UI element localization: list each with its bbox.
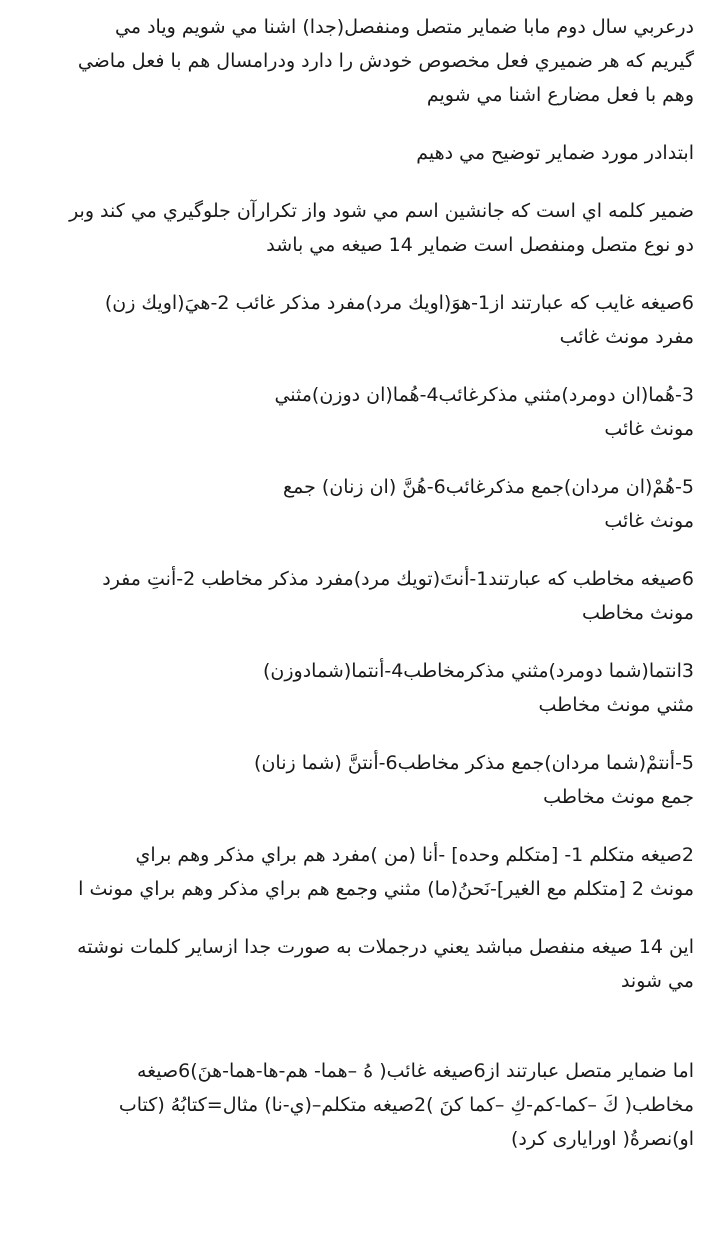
text-line: 6صيغه مخاطب كه عبارتند1-أنتَ(تويك مرد)مفرد مذكر مخاطب 2-أنتِ مفرد [102,568,694,590]
paragraph-separate-summary [22,930,694,998]
text-line: مونث غائب [604,418,694,440]
paragraph-addressee-singular [22,562,694,630]
text-line: مخاطب( كَ –كما-كم-كِ –كما كنَ )2صيغه متكلم–(ي-نا) مثال=كتابُهُ (كتاب [118,1094,694,1116]
text-line: دو نوع متصل ومنفصل است ضماير 14 صيغه مي باشد [266,234,694,256]
paragraph-absent-plural [22,470,694,538]
text-line: مونث 2 [متكلم مع الغير]-نَحنُ(ما) مثني وجمع هم براي مذكر وهم براي مونث ا [78,878,694,900]
text-line: گيريم كه هر ضميري فعل مخصوص خودش را دارد ودرامسال هم با فعل ماضي [77,50,694,72]
text-line: جمع مونث مخاطب [543,786,694,808]
text-line: 5-أنتمْ(شما مردان)جمع مذكر مخاطب6-أنتنَّ (شما زنان) [254,752,694,774]
paragraph-absent-dual [22,378,694,446]
paragraph-addressee-dual [22,654,694,722]
text-line: مفرد مونث غائب [559,326,694,348]
text-line: مثني مونث مخاطب [538,694,694,716]
paragraph-start [22,136,694,170]
text-line: مونث مخاطب [582,602,694,624]
text-line: درعربي سال دوم مابا ضماير متصل ومنفصل(جدا) اشنا مي شويم وياد مي [115,16,694,38]
text-line: وهم با فعل مضارع اشنا مي شويم [426,84,694,106]
paragraph-intro [22,10,694,112]
text-line: ابتدادر مورد ضماير توضيح مي دهيم [416,142,694,164]
text-line: اما ضماير متصل عبارتند از6صيغه غائب( هُ –هما- هم-ها-هما-هنَ)6صيغه [136,1060,694,1082]
text-line: 3انتما(شما دومرد)مثني مذكرمخاطب4-أنتما(شمادوزن) [262,660,694,682]
text-line: مونث غائب [604,510,694,532]
text-line: ضمير كلمه اي است كه جانشين اسم مي شود واز تكرارآن جلوگيري مي كند وبر [69,200,694,222]
text-line: اين 14 صيغه منفصل مباشد يعني درجملات به صورت جدا ازساير كلمات نوشته [77,936,694,958]
paragraph-attached-pronouns [22,1054,694,1156]
text-line: مي شوند [620,970,694,992]
text-line: او)نصرةُ( اورايارى كرد) [511,1128,694,1150]
paragraph-addressee-plural [22,746,694,814]
text-line: 2صيغه متكلم 1- [متكلم وحده] -أنا (من )مفرد هم براي مذكر وهم براي [135,844,694,866]
paragraph-speaker [22,838,694,906]
text-line: 3-هُما(ان دومرد)مثني مذكرغائب4-هُما(ان دوزن)مثني [274,384,694,406]
paragraph-absent-singular [22,286,694,354]
text-line: 5-هُمْ(ان مردان)جمع مذكرغائب6-هُنَّ (ان زنان) جمع [283,476,694,498]
text-line: 6صيغه غايب كه عبارتند از1-هوَ(اويك مرد)مفرد مذكر غائب 2-هيَ(اويك زن) [104,292,694,314]
paragraph-definition [22,194,694,262]
